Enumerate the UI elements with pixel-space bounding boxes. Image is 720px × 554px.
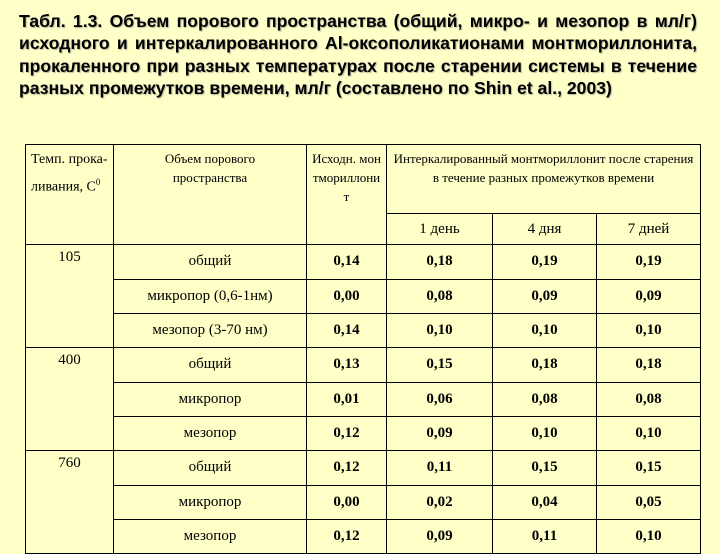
intercalated-value-cell: 0,10 [597, 313, 701, 348]
intercalated-value-cell: 0,10 [597, 416, 701, 451]
intercalated-value-cell: 0,11 [493, 519, 597, 554]
header-temperature-sup: 0 [95, 177, 101, 187]
table-caption: Табл. 1.3. Объем порового пространства (общий, микро- и мезопор в мл/г) исходного и интеркалированного Al-оксополикатионами монтмориллонита, прокаленного при разных температурах после старении системы в течение разных промежутков времени, мл/г (составлено по Shin et al., 2003) [19, 11, 697, 99]
original-value-cell: 0,12 [307, 451, 387, 486]
intercalated-value-cell: 0,15 [597, 451, 701, 486]
intercalated-value-cell: 0,10 [597, 519, 701, 554]
intercalated-value-cell: 0,08 [387, 279, 493, 313]
original-value-cell: 0,13 [307, 348, 387, 383]
pore-type-cell: микропор [114, 382, 307, 416]
intercalated-value-cell: 0,10 [387, 313, 493, 348]
temperature-cell [26, 382, 114, 416]
intercalated-value-cell: 0,19 [493, 245, 597, 280]
header-row [26, 145, 701, 214]
original-value-cell: 0,00 [307, 279, 387, 313]
intercalated-value-cell: 0,15 [387, 348, 493, 383]
intercalated-value-cell: 0,10 [493, 416, 597, 451]
header-day-4: 4 дня [493, 214, 597, 245]
pore-type-cell: мезопор [114, 519, 307, 554]
intercalated-value-cell: 0,06 [387, 382, 493, 416]
original-value-cell: 0,01 [307, 382, 387, 416]
intercalated-value-cell: 0,05 [597, 485, 701, 519]
table-row [26, 313, 701, 348]
header-day-1: 1 день [387, 214, 493, 245]
intercalated-value-cell: 0,02 [387, 485, 493, 519]
header-temperature-text: Темп. прока-ливания, С [31, 152, 108, 195]
intercalated-value-cell: 0,15 [493, 451, 597, 486]
temperature-cell [26, 279, 114, 313]
intercalated-value-cell: 0,19 [597, 245, 701, 280]
original-value-cell: 0,14 [307, 313, 387, 348]
intercalated-value-cell: 0,09 [387, 519, 493, 554]
table-row [26, 382, 701, 416]
intercalated-value-cell: 0,18 [597, 348, 701, 383]
pore-type-cell: общий [114, 348, 307, 383]
intercalated-value-cell: 0,04 [493, 485, 597, 519]
intercalated-value-cell: 0,09 [597, 279, 701, 313]
intercalated-value-cell: 0,18 [387, 245, 493, 280]
header-day-7: 7 дней [597, 214, 701, 245]
table-row [26, 279, 701, 313]
pore-type-cell: мезопор [114, 416, 307, 451]
table-row [26, 416, 701, 451]
intercalated-value-cell: 0,08 [493, 382, 597, 416]
header-temperature [26, 145, 114, 245]
pore-type-cell: мезопор (3-70 нм) [114, 313, 307, 348]
intercalated-value-cell: 0,18 [493, 348, 597, 383]
table-row [26, 451, 701, 486]
table-row [26, 245, 701, 280]
temperature-cell [26, 416, 114, 451]
header-pore-volume: Объем порового пространства [114, 145, 307, 245]
pore-type-cell: микропор (0,6-1нм) [114, 279, 307, 313]
temperature-cell: 760 [26, 451, 114, 486]
original-value-cell: 0,12 [307, 519, 387, 554]
header-intercalated: Интеркалированный монтмориллонит после старения в течение разных промежутков времени [387, 145, 701, 214]
original-value-cell: 0,00 [307, 485, 387, 519]
pore-type-cell: общий [114, 245, 307, 280]
original-value-cell: 0,14 [307, 245, 387, 280]
table-row [26, 348, 701, 383]
intercalated-value-cell: 0,11 [387, 451, 493, 486]
table-row [26, 519, 701, 554]
header-original: Исходн. монтмориллонит [307, 145, 387, 245]
pore-volume-table [25, 144, 701, 554]
temperature-cell [26, 519, 114, 554]
intercalated-value-cell: 0,08 [597, 382, 701, 416]
table-row [26, 485, 701, 519]
temperature-cell [26, 485, 114, 519]
temperature-cell [26, 313, 114, 348]
intercalated-value-cell: 0,09 [493, 279, 597, 313]
intercalated-value-cell: 0,10 [493, 313, 597, 348]
original-value-cell: 0,12 [307, 416, 387, 451]
pore-type-cell: микропор [114, 485, 307, 519]
temperature-cell: 400 [26, 348, 114, 383]
intercalated-value-cell: 0,09 [387, 416, 493, 451]
temperature-cell: 105 [26, 245, 114, 280]
pore-type-cell: общий [114, 451, 307, 486]
